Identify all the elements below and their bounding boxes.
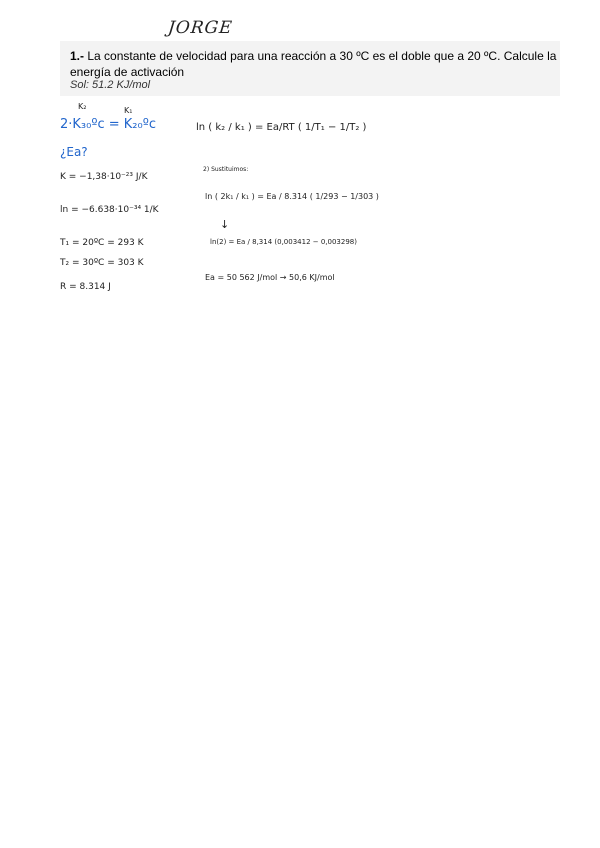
k2-label: K₂	[78, 102, 87, 111]
temperature-1: T₁ = 20ºC = 293 K	[60, 238, 144, 248]
solution-answer: Sol: 51.2 KJ/mol	[70, 79, 151, 91]
down-arrow-icon: ↓	[220, 218, 230, 231]
k1-label: K₁	[124, 106, 133, 115]
final-result: Ea = 50 562 J/mol → 50,6 KJ/mol	[205, 273, 335, 282]
problem-statement	[70, 48, 560, 80]
rate-relation: 2·K₃₀ºc = K₂₀ºc	[60, 117, 157, 132]
arrhenius-formula: ln ( k₂ / k₁ ) = Ea/RT ( 1/T₁ − 1/T₂ )	[196, 122, 367, 133]
unknown-question: ¿Ea?	[60, 145, 88, 159]
substitution-equation: ln ( 2k₁ / k₁ ) = Ea / 8.314 ( 1/293 − 1/303 )	[205, 192, 379, 201]
boltzmann-constant: K = −1,38·10⁻²³ J/K	[60, 172, 148, 182]
simplified-equation: ln(2) = Ea / 8,314 (0,003412 − 0,003298)	[210, 238, 357, 246]
problem-text: La constante de velocidad para una reacción a 30 ºC es el doble que a 20 ºC. Calcule la energía de activación	[70, 49, 557, 79]
gas-constant: R = 8.314 J	[60, 282, 111, 292]
problem-number: 1.-	[70, 49, 85, 63]
student-name: JORGE	[166, 18, 234, 38]
substitution-label: 2) Sustituimos:	[203, 166, 249, 173]
temperature-2: T₂ = 30ºC = 303 K	[60, 258, 144, 268]
planck-line: ln = −6.638·10⁻³⁴ 1/K	[60, 205, 159, 215]
